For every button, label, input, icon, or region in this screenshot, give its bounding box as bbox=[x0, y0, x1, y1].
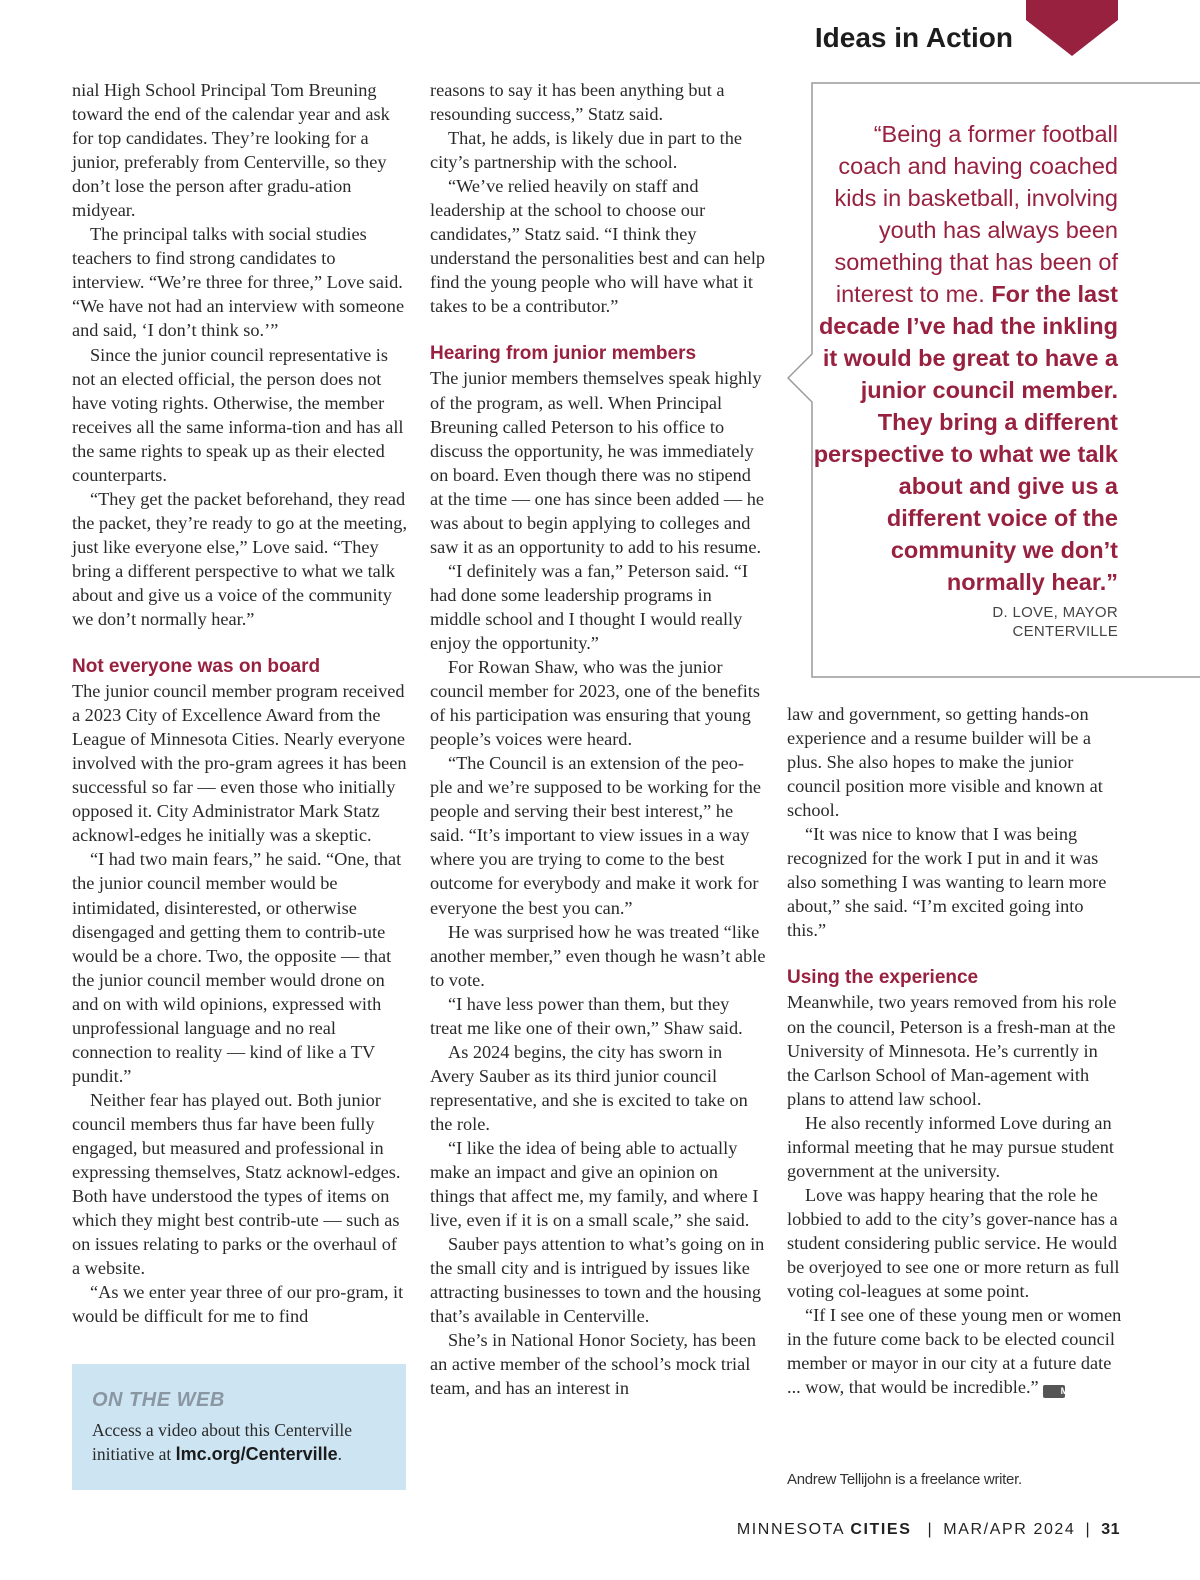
paragraph: As 2024 begins, the city has sworn in Avery Sauber as its third junior council representative, and she is excited to take on the role. bbox=[430, 1041, 748, 1134]
article-column-2 bbox=[430, 78, 766, 1400]
page-number: 31 bbox=[1101, 1521, 1120, 1538]
paragraph: “They get the packet beforehand, they read the packet, they’re ready to go at the meeting, just like everyone else,” Love said. “They bring a different perspective to what we talk about and give us a voice of the community we don’t normally hear.” bbox=[72, 488, 408, 630]
paragraph: reasons to say it has been anything but a resounding success,” Statz said. bbox=[430, 80, 725, 125]
section-label: Ideas in Action bbox=[814, 22, 1013, 53]
paragraph: “We’ve relied heavily on staff and leadership at the school to choose our candidates,” Statz said. “I think they understand the personalities best and can help find the young people who will have what it takes to be a contributor.” bbox=[430, 176, 766, 317]
footer-separator: | bbox=[1085, 1521, 1092, 1538]
attribution-name: D. LOVE, MAYOR bbox=[992, 604, 1118, 621]
magazine-name-bold: CITIES bbox=[850, 1521, 912, 1538]
paragraph: For Rowan Shaw, who was the junior council member for 2023, one of the benefits of his participation was ensuring that young people’s voices were heard. bbox=[430, 657, 760, 750]
on-the-web-description: Access a video about this Centerville initiative at bbox=[92, 1420, 352, 1464]
paragraph: nial High School Principal Tom Breuning toward the end of the calendar year and ask for top candidates. They’re looking for a junior, preferably from Centerville, so they don’t lose the person after gradu-ation midyear. bbox=[72, 80, 390, 221]
pullquote bbox=[812, 118, 1118, 598]
on-the-web-box bbox=[72, 1364, 406, 1490]
on-the-web-text bbox=[92, 1418, 392, 1466]
paragraph: He was surprised how he was treated “like another member,” even though he wasn’t able to vote. bbox=[430, 921, 766, 990]
author-byline: Andrew Tellijohn is a freelance writer. bbox=[787, 1471, 1022, 1488]
subheading-hearing-from-junior-members: Hearing from junior members bbox=[430, 343, 697, 365]
subheading-using-the-experience: Using the experience bbox=[787, 967, 979, 989]
on-the-web-title: ON THE WEB bbox=[92, 1389, 225, 1411]
pullquote-attribution bbox=[900, 603, 1118, 641]
issue-date: MAR/APR 2024 bbox=[943, 1521, 1076, 1538]
paragraph: “I have less power than them, but they treat me like one of their own,” Shaw said. bbox=[430, 993, 743, 1038]
paragraph: That, he adds, is likely due in part to the city’s partnership with the school. bbox=[430, 128, 742, 173]
paragraph: The junior council member program received a 2023 City of Excellence Award from the League of Minnesota Cities. Nearly everyone involved with the pro-gram agrees it has been successful so far — even those who initially opposed it. City Administrator Mark Statz acknowl-edges he initially was a skeptic. bbox=[72, 681, 407, 846]
paragraph: “I had two main fears,” he said. “One, that the junior council member would be intimidated, disinterested, or otherwise disengaged and getting them to contrib-ute would be a chore. Two, the opposite — that the junior council member would drone on and on with wild opinions, expressed with unprofessional language and no real connection to reality — kind of like a TV pundit.” bbox=[72, 849, 402, 1086]
on-the-web-period: . bbox=[337, 1444, 343, 1464]
paragraph: “I like the idea of being able to actually make an impact and give an opinion on things that affect me, my family, and where I live, even if it is on a small scale,” she said. bbox=[430, 1137, 759, 1231]
paragraph: Sauber pays attention to what’s going on in the small city and is intrigued by issues like attracting businesses to town and the housing that’s available in Centerville. bbox=[430, 1234, 765, 1327]
paragraph: Since the junior council representative is not an elected official, the person does not have voting rights. Otherwise, the member receives all the same informa-tion and has all the same rights to speak up as their elected counterparts. bbox=[72, 344, 404, 485]
article-column-1 bbox=[72, 78, 408, 1328]
paragraph: Love was happy hearing that the role he lobbied to add to the city’s gover-nance has a student considering public service. He would be overjoyed to see one or more return as full voting col-leagues at some point. bbox=[787, 1184, 1120, 1302]
paragraph: “As we enter year three of our pro-gram, it would be difficult for me to find bbox=[72, 1282, 404, 1327]
paragraph: Neither fear has played out. Both junior council members thus far have been fully engaged, but measured and professional in expressing themselves, Statz acknowl-edges. Both have understood the types of items on which they might best contrib-ute — such as on issues relating to parks or the overhaul of a website. bbox=[72, 1089, 401, 1279]
section-tab-marker bbox=[1026, 0, 1118, 56]
paragraph: “It was nice to know that I was being recognized for the work I put in and it was also something I was wanting to learn more about,” she said. “I’m excited going into this.” bbox=[787, 824, 1107, 941]
paragraph: “I definitely was a fan,” Peterson said. “I had done some leadership programs in middle school and I thought I would really enjoy the opportunity.” bbox=[430, 560, 748, 653]
end-of-article-mark-icon: MC bbox=[1043, 1385, 1065, 1398]
paragraph: “The Council is an extension of the peo-ple and we’re supposed to be working for the people and serving their best interest,” he said. “It’s important to view issues in a way where you are trying to come to the best outcome for everybody and make it work for everyone the best you can.” bbox=[430, 753, 761, 918]
paragraph: “If I see one of these young men or women in the future come back to be elected council member or mayor in our city at a future date ... wow, that would be incredible.” MC bbox=[787, 1305, 1122, 1398]
pullquote-text-bold: For the last decade I’ve had the inkling it would be great to have a junior council member. They bring a different perspective to what we talk about and give us a different voice of the community we don’t normally hear.” bbox=[813, 281, 1118, 595]
footer-separator: | bbox=[927, 1521, 934, 1538]
paragraph: The principal talks with social studies teachers to find strong candidates to interview. “We’re three for three,” Love said. “We have not had an interview with someone and said, ‘I don’t think so.’” bbox=[72, 224, 405, 341]
magazine-name-prefix: MINNESOTA bbox=[736, 1521, 845, 1538]
paragraph: law and government, so getting hands-on experience and a resume builder will be a plus. She also hopes to make the junior council position more visible and known at school. bbox=[787, 704, 1103, 821]
paragraph: She’s in National Honor Society, has been an active member of the school’s mock trial team, and has an interest in bbox=[430, 1330, 757, 1399]
subheading-not-everyone: Not everyone was on board bbox=[72, 656, 321, 678]
article-column-3 bbox=[787, 702, 1123, 1399]
attribution-place: CENTERVILLE bbox=[1012, 623, 1118, 640]
paragraph: He also recently informed Love during an informal meeting that he may pursue student government at the university. bbox=[787, 1112, 1114, 1181]
page-footer bbox=[600, 1521, 1120, 1539]
pullquote-text-regular: “Being a former football coach and having coached kids in basketball, involving youth has always been something that has been of interest to me. bbox=[834, 121, 1118, 307]
on-the-web-link[interactable]: lmc.org/Centerville bbox=[175, 1444, 338, 1464]
paragraph: Meanwhile, two years removed from his role on the council, Peterson is a fresh-man at the University of Minnesota. He’s currently in the Carlson School of Man-agement with plans to attend law school. bbox=[787, 992, 1117, 1109]
paragraph: The junior members themselves speak highly of the program, as well. When Principal Breuning called Peterson to his office to discuss the opportunity, he was immediately on board. Even though there was no stipend at the time — one has since been added — he was about to begin applying to colleges and saw it as an opportunity to add to his resume. bbox=[430, 368, 765, 557]
